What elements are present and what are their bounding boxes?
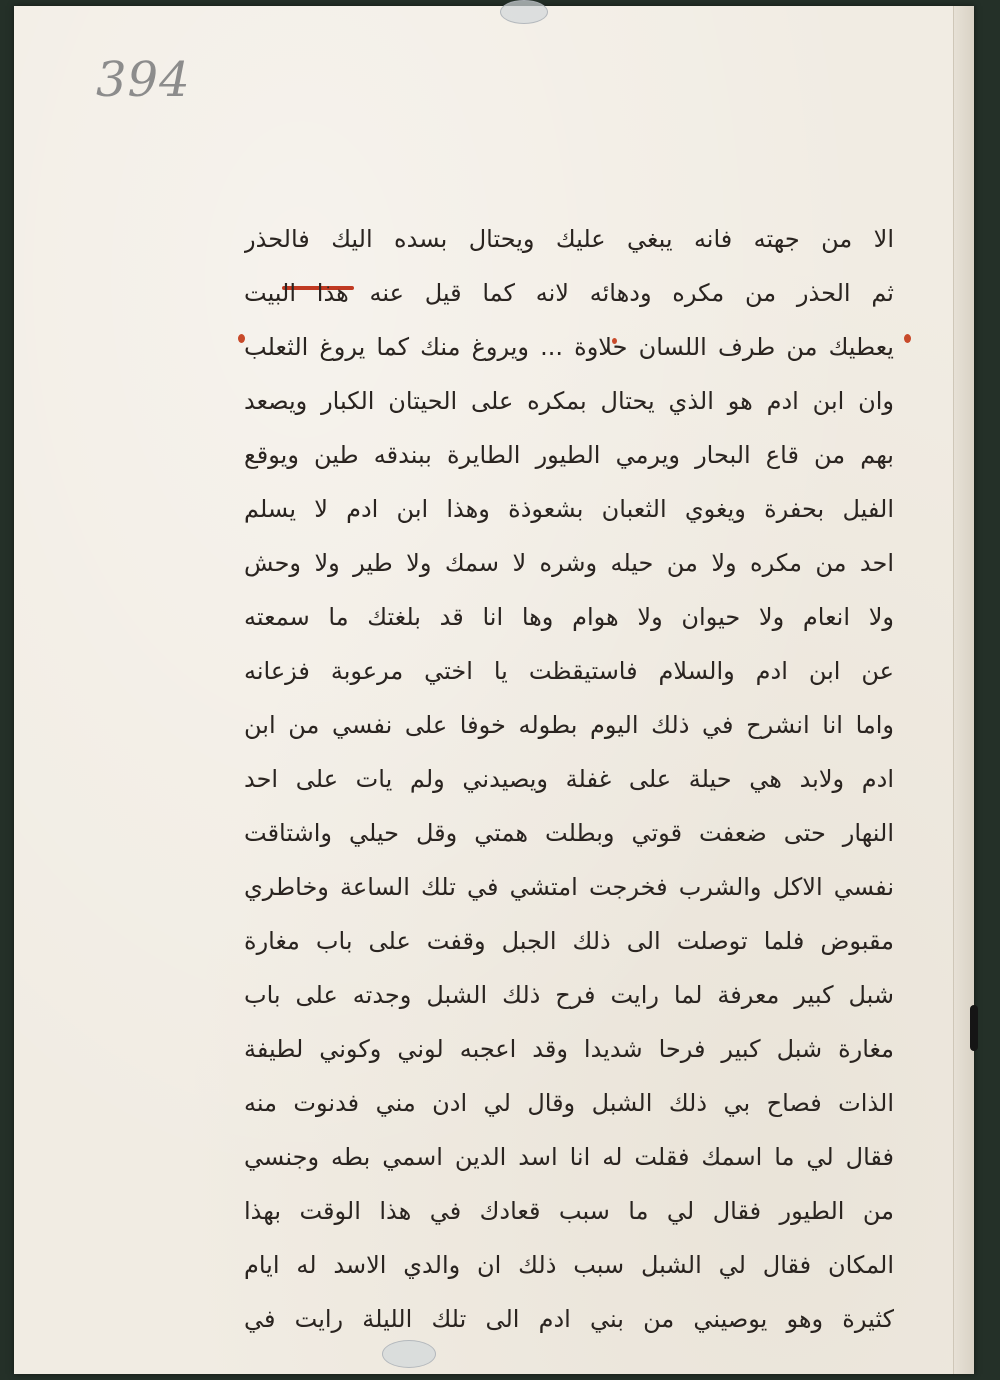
manuscript-line: الذات فصاح بي ذلك الشبل وقال لي ادن مني فدنوت منه (244, 1089, 894, 1117)
manuscript-line: كثيرة وهو يوصيني من بني ادم الى تلك الليلة رايت في (244, 1305, 894, 1333)
manuscript-line: احد من مكره ولا من حيله وشره لا سمك ولا طير ولا وحش (244, 549, 894, 577)
manuscript-line: الفيل بحفرة ويغوي الثعبان بشعوذة وهذا ابن ادم لا يسلم (244, 495, 894, 523)
manuscript-line: النهار حتى ضعفت قوتي وبطلت همتي وقل حيلي واشتاقت (244, 819, 894, 847)
manuscript-line: يعطيك من طرف اللسان حلاوة ... ويروغ منك كما يروغ الثعلب (244, 333, 894, 361)
manuscript-page (14, 6, 974, 1374)
manuscript-line: بهم من قاع البحار ويرمي الطيور الطايرة ببندقه طين ويوقع (244, 441, 894, 469)
binding-mark (970, 1005, 978, 1051)
manuscript-line: فقال لي ما اسمك فقلت له انا اسد الدين اسمي بطه وجنسي (244, 1143, 894, 1171)
manuscript-line: نفسي الاكل والشرب فخرجت امتشي في تلك الساعة وخاطري (244, 873, 894, 901)
manuscript-line: ادم ولابد هي حيلة على غفلة ويصيدني ولم يات على احد (244, 765, 894, 793)
manuscript-line: الا من جهته فانه يبغي عليك ويحتال بسده اليك فالحذر (244, 225, 894, 253)
manuscript-line: المكان فقال لي الشبل سبب ذلك ان والدي الاسد له ايام (244, 1251, 894, 1279)
manuscript-line: واما انا انشرح في ذلك اليوم بطوله خوفا على نفسي من ابن (244, 711, 894, 739)
manuscript-line: شبل كبير معرفة لما رايت فرح ذلك الشبل وجدته على باب (244, 981, 894, 1009)
manuscript-text-block (244, 216, 894, 1333)
scanner-clip-bottom (382, 1340, 436, 1368)
manuscript-line: مقبوض فلما توصلت الى ذلك الجبل وقفت على باب مغارة (244, 927, 894, 955)
manuscript-line: مغارة شبل كبير فرحا شديدا وقد اعجبه لوني وكوني لطيفة (244, 1035, 894, 1063)
scanner-clip-top (500, 0, 548, 24)
manuscript-line: وان ابن ادم هو الذي يحتال بمكره على الحيتان الكبار ويصعد (244, 387, 894, 415)
verse-marker-dot (904, 334, 911, 343)
manuscript-line: من الطيور فقال لي ما سبب قعادك في هذا الوقت بهذا (244, 1197, 894, 1225)
manuscript-line: ولا انعام ولا حيوان ولا هوام وها انا قد بلغتك ما سمعته (244, 603, 894, 631)
page-edge (953, 6, 974, 1374)
manuscript-line: ثم الحذر من مكره ودهائه لانه كما قيل عنه هذا البيت (244, 279, 894, 307)
folio-number: 394 (96, 52, 191, 108)
manuscript-line: عن ابن ادم والسلام فاستيقظت يا اختي مرعوبة فزعانه (244, 657, 894, 685)
